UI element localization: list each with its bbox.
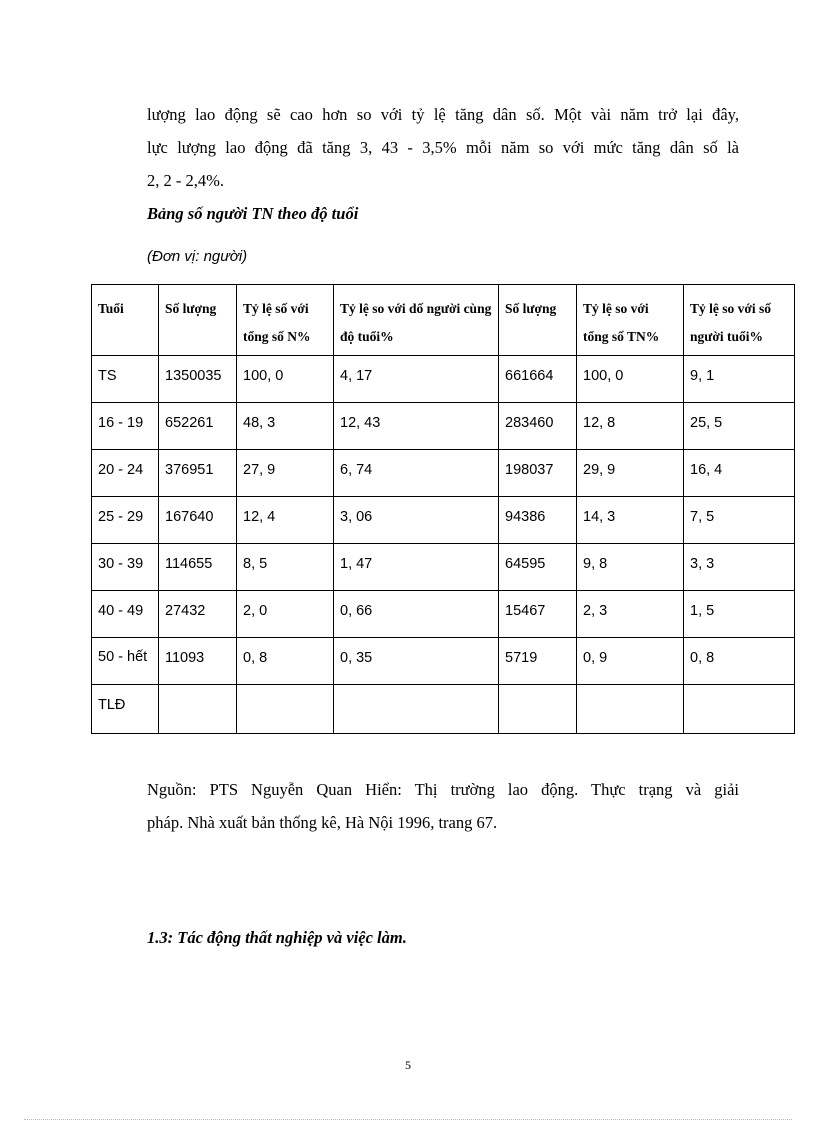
- table-cell: 283460: [499, 403, 577, 450]
- table-cell: 11093: [159, 638, 237, 685]
- table-row: [92, 497, 795, 544]
- header-ratio-people: Tỷ lệ so với số người tuổi%: [684, 285, 795, 356]
- table-cell: 0, 8: [237, 638, 334, 685]
- source-line: pháp. Nhà xuất bản thống kê, Hà Nội 1996, trang 67.: [147, 813, 498, 832]
- table-cell: 27, 9: [237, 450, 334, 497]
- table-cell: 16, 4: [684, 450, 795, 497]
- source-note: [147, 773, 739, 839]
- table-cell: [159, 685, 237, 734]
- table-cell: 1350035: [159, 356, 237, 403]
- table-cell: 8, 5: [237, 544, 334, 591]
- section-heading: 1.3: Tác động thất nghiệp và việc làm.: [147, 928, 407, 947]
- table-cell: 29, 9: [577, 450, 684, 497]
- table-cell: 9, 8: [577, 544, 684, 591]
- table-cell: 25, 5: [684, 403, 795, 450]
- table-body: [92, 356, 795, 734]
- table-cell: TLĐ: [92, 685, 159, 734]
- table-cell: 7, 5: [684, 497, 795, 544]
- table-cell: 20 - 24: [92, 450, 159, 497]
- table-cell: 27432: [159, 591, 237, 638]
- table-cell: 1, 5: [684, 591, 795, 638]
- table-cell: 100, 0: [237, 356, 334, 403]
- table-cell: [334, 685, 499, 734]
- unit-note: (Đơn vị: người): [147, 248, 248, 265]
- data-table: [91, 284, 795, 734]
- table-cell: 5719: [499, 638, 577, 685]
- table-header-row: [92, 285, 795, 356]
- table-cell: 376951: [159, 450, 237, 497]
- table-cell: 16 - 19: [92, 403, 159, 450]
- table-cell: [237, 685, 334, 734]
- table-row: [92, 638, 795, 685]
- table-cell: 0, 66: [334, 591, 499, 638]
- table-cell: 167640: [159, 497, 237, 544]
- table-cell: 12, 4: [237, 497, 334, 544]
- body-paragraph: [147, 98, 739, 197]
- table-cell: 48, 3: [237, 403, 334, 450]
- table-cell: 652261: [159, 403, 237, 450]
- header-age: Tuổi: [92, 285, 159, 356]
- table-cell: 12, 8: [577, 403, 684, 450]
- paragraph-line: lượng lao động sẽ cao hơn so với tỷ lệ tăng dân số. Một vài năm trở lại đây,: [147, 105, 739, 124]
- source-line: Nguồn: PTS Nguyễn Quan Hiển: Thị trường lao động. Thực trạng và giải: [147, 780, 739, 799]
- table-cell: 6, 74: [334, 450, 499, 497]
- table-cell: [499, 685, 577, 734]
- table-cell: 25 - 29: [92, 497, 159, 544]
- header-count-2: Số lượng: [499, 285, 577, 356]
- paragraph-line: lực lượng lao động đã tăng 3, 43 - 3,5% mỗi năm so với mức tăng dân số là: [147, 138, 739, 157]
- table-cell: 64595: [499, 544, 577, 591]
- table-row: [92, 450, 795, 497]
- table-cell: [577, 685, 684, 734]
- table-cell: 0, 35: [334, 638, 499, 685]
- table-row: [92, 356, 795, 403]
- page-number: 5: [405, 1058, 411, 1072]
- table-row: [92, 403, 795, 450]
- page-bottom-divider: [24, 1119, 792, 1120]
- table-cell: 9, 1: [684, 356, 795, 403]
- table-row: [92, 591, 795, 638]
- table-cell: 30 - 39: [92, 544, 159, 591]
- table-cell: 3, 06: [334, 497, 499, 544]
- table-cell: 3, 3: [684, 544, 795, 591]
- paragraph-line: 2, 2 - 2,4%.: [147, 171, 224, 190]
- header-count: Số lượng: [159, 285, 237, 356]
- table-cell: 2, 0: [237, 591, 334, 638]
- table-cell: [684, 685, 795, 734]
- table-cell: 0, 8: [684, 638, 795, 685]
- table-cell: 661664: [499, 356, 577, 403]
- table-cell: 15467: [499, 591, 577, 638]
- table-cell: 50 - hết: [92, 638, 159, 685]
- table-cell: 100, 0: [577, 356, 684, 403]
- table-cell: 198037: [499, 450, 577, 497]
- table-cell: 4, 17: [334, 356, 499, 403]
- table-cell: TS: [92, 356, 159, 403]
- header-ratio-same-age: Tỷ lệ so với dố người cùng độ tuổi%: [334, 285, 499, 356]
- table-cell: 12, 43: [334, 403, 499, 450]
- table-cell: 114655: [159, 544, 237, 591]
- table-row: [92, 544, 795, 591]
- table-cell: 14, 3: [577, 497, 684, 544]
- table-cell: 1, 47: [334, 544, 499, 591]
- table-title: Bảng số người TN theo độ tuổi: [147, 204, 359, 223]
- table-cell: 40 - 49: [92, 591, 159, 638]
- table-cell: 0, 9: [577, 638, 684, 685]
- header-ratio-tn: Tỷ lệ so với tổng số TN%: [577, 285, 684, 356]
- table-row: [92, 685, 795, 734]
- header-ratio-total: Tỷ lệ số với tổng số N%: [237, 285, 334, 356]
- table-cell: 2, 3: [577, 591, 684, 638]
- table-cell: 94386: [499, 497, 577, 544]
